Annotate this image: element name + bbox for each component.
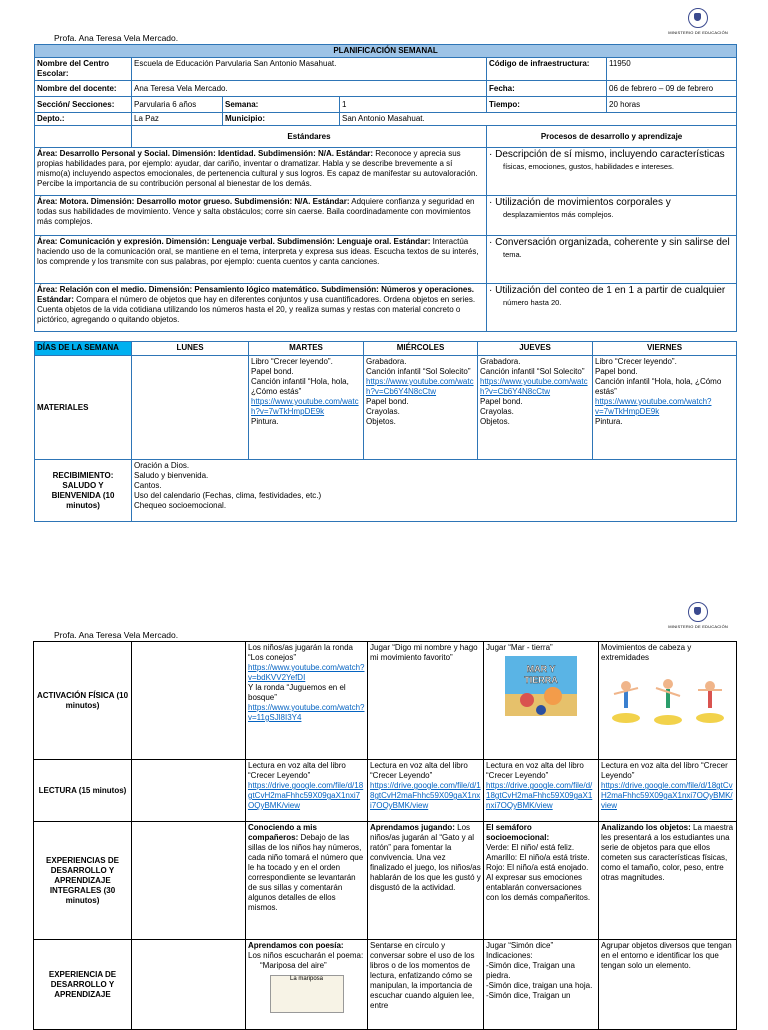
reception-content: Oración a Dios. Saludo y bienvenida. Cantos. Uso del calendario (Fechas, clima, festividades, etc.) Chequeo socioemocional. <box>132 460 737 522</box>
physical-lunes <box>132 642 246 760</box>
dept-label: Depto.: <box>35 113 132 126</box>
physical-miercoles: Jugar “Digo mi nombre y hago mi movimiento favorito” <box>368 642 484 760</box>
ministry-name: MINISTERIO DE EDUCACIÓN <box>668 624 728 629</box>
processes-header: Procesos de desarrollo y aprendizaje <box>487 126 737 148</box>
physical-label: ACTIVACIÓN FÍSICA (10 minutos) <box>34 642 132 760</box>
reading-miercoles: Lectura en voz alta del libro “Crecer Leyendo” https://drive.google.com/file/d/18gtCvH2maFhhc59X09gaX1nxi7OQyBMK/view <box>368 760 484 822</box>
book-link[interactable]: https://drive.google.com/file/d/18gtCvH2maFhhc59X09gaX1nxi7OQyBMK/view <box>486 781 593 810</box>
standard-cell: Área: Motora. Dimensión: Desarrollo motor grueso. Subdimensión: N/A. Estándar: Adquiere confianza y seguridad en todas sus habilidades de movimiento. Vence y salta obstáculos; corre sin caerse. Baila coordinadamente con movimientos más complejos. <box>35 196 487 236</box>
page-two <box>0 588 768 1024</box>
experiences-martes: Conociendo a mis compañeros: Debajo de las sillas de los niños hay números, cada niño tomará el número que le ha tocado y en el orden correspondiente se levantarán de sus sillas y comentarán algunos detalles de ellos mismos. <box>246 822 368 940</box>
days-label: DÍAS DE LA SEMANA <box>35 342 132 356</box>
day-viernes: VIERNES <box>593 342 737 356</box>
week-value: 1 <box>340 97 487 113</box>
book-link[interactable]: https://drive.google.com/file/d/18gtCvH2maFhhc59X09gaX1nxi7OQyBMK/view <box>248 781 364 810</box>
video-link[interactable]: https://www.youtube.com/watch?v=bdKVV2YefDI <box>248 663 365 682</box>
experiences2-lunes <box>132 940 246 1030</box>
school-label: Nombre del Centro Escolar: <box>35 58 132 81</box>
experiences-viernes: Analizando los objetos: La maestra les presentará a los estudiantes una serie de objetos para que ellos cometen sus características físicas, como el tamaño, color, peso, entre otras magnitudes. <box>599 822 737 940</box>
materials-jueves: Grabadora. Canción infantil “Sol Solecito” https://www.youtube.com/watch?v=Cb6Y4N8cCtw Papel bond. Crayolas. Objetos. <box>478 356 593 460</box>
day-martes: MARTES <box>249 342 364 356</box>
teacher-label: Nombre del docente: <box>35 81 132 97</box>
physical-jueves: Jugar “Mar - tierra” MAR Y TIERRA <box>484 642 599 760</box>
planning-title: PLANIFICACIÓN SEMANAL <box>35 45 737 58</box>
planning-table <box>34 44 737 332</box>
standard-cell: Área: Desarrollo Personal y Social. Dimensión: Identidad. Subdimensión: N/A. Estándar: Reconoce y aprecia sus propias habilidades para, por ejemplo: ayudar, dar cariño, inventar o dramatizar. Habla y se describe brevemente a sí mismo(a) incluyendo aspectos emocionales, de pertenencia cultural y sus logros. Es capaz de manifestar su autovaloración. Percibe la importancia de su contribución personal al bienestar de los demás. <box>35 148 487 196</box>
video-link[interactable]: https://www.youtube.com/watch?v=7wTkHmpDE9k <box>595 397 712 416</box>
school-value: Escuela de Educación Parvularia San Antonio Masahuat. <box>132 58 487 81</box>
reading-viernes: Lectura en voz alta del libro “Crecer Leyendo” https://drive.google.com/file/d/18gtCvH2maFhhc59X09gaX1nxi7OQyBMK/view <box>599 760 737 822</box>
materials-label: MATERIALES <box>35 356 132 460</box>
reception-label: RECIBIMIENTO: SALUDO Y BIENVENIDA (10 minutos) <box>35 460 132 522</box>
time-label: Tiempo: <box>487 97 607 113</box>
section-label: Sección/ Secciones: <box>35 97 132 113</box>
muni-value: San Antonio Masahuat. <box>340 113 737 126</box>
day-lunes: LUNES <box>132 342 249 356</box>
physical-viernes: Movimientos de cabeza y extremidades <box>599 642 737 760</box>
experiences2-viernes: Agrupar objetos diversos que tengan en el entorno e identificar los que tengan solo un elemento. <box>599 940 737 1030</box>
time-value: 20 horas <box>607 97 737 113</box>
ministry-logo-icon <box>688 602 708 622</box>
standard-cell: Área: Relación con el medio. Dimensión: Pensamiento lógico matemático. Subdimensión: Números y operaciones. Estándar: Compara el número de objetos que hay en diferentes conjuntos y usa cuantificadores. Ordena objetos en series. Cuenta objetos de la vida cotidiana utilizando los números hasta el 20, y realiza sumas y restas con material concreto o pictórico, agregando o quitando objetos. <box>35 284 487 332</box>
ministry-seal <box>668 8 728 35</box>
date-value: 06 de febrero – 09 de febrero <box>607 81 737 97</box>
materials-viernes: Libro “Crecer leyendo”. Papel bond. Canción infantil “Hola, hola, ¿Cómo estás” https://www.youtube.com/watch?v=7wTkHmpDE9k Pintura. <box>593 356 737 460</box>
svg-text:TIERRA: TIERRA <box>524 675 558 685</box>
reading-lunes <box>132 760 246 822</box>
materials-lunes <box>132 356 249 460</box>
experiences-lunes <box>132 822 246 940</box>
book-link[interactable]: https://drive.google.com/file/d/18gtCvH2maFhhc59X09gaX1nxi7OQyBMK/view <box>601 781 733 810</box>
process-cell: · Descripción de sí mismo, incluyendo características físicas, emociones, gustos, habilidades e intereses. <box>487 148 737 196</box>
experiences-label: EXPERIENCIAS DE DESARROLLO Y APRENDIZAJE INTEGRALES (30 minutos) <box>34 822 132 940</box>
process-cell: · Utilización del conteo de 1 en 1 a partir de cualquier número hasta 20. <box>487 284 737 332</box>
schedule-table <box>34 341 737 522</box>
day-jueves: JUEVES <box>478 342 593 356</box>
process-cell: · Conversación organizada, coherente y sin salirse del tema. <box>487 236 737 284</box>
materials-martes: Libro “Crecer leyendo”. Papel bond. Canción infantil “Hola, hola, ¿Cómo estás” https://www.youtube.com/watch?v=7wTkHmpDE9k Pintura. <box>249 356 364 460</box>
ministry-name: MINISTERIO DE EDUCACIÓN <box>668 30 728 35</box>
video-link[interactable]: https://www.youtube.com/watch?v=11gSJl8I3Y4 <box>248 703 365 722</box>
teacher-value: Ana Teresa Vela Mercado. <box>132 81 487 97</box>
teacher-line: Profa. Ana Teresa Vela Mercado. <box>54 630 179 640</box>
standard-cell: Área: Comunicación y expresión. Dimensión: Lenguaje verbal. Subdimensión: Lenguaje oral. Estándar: Interactúa haciendo uso de la comunicación oral, se mantiene en el tema, interpreta y expresa sus ideas. Escucha textos de su interés, los comprende y los transmite con sus palabras, por ejemplo: cuenta cuentos y canta canciones. <box>35 236 487 284</box>
reading-jueves: Lectura en voz alta del libro “Crecer Leyendo” https://drive.google.com/file/d/18gtCvH2maFhhc59X09gaX1nxi7OQyBMK/view <box>484 760 599 822</box>
body-movement-image <box>606 666 730 734</box>
section-value: Parvularia 6 años <box>132 97 223 113</box>
mar-tierra-image <box>505 656 577 716</box>
date-label: Fecha: <box>487 81 607 97</box>
ministry-seal <box>668 602 728 629</box>
experiences2-martes: Aprendamos con poesía: Los niños escucharán el poema: “Mariposa del aire” La mariposa <box>246 940 368 1030</box>
experiences-jueves: El semáforo socioemocional: Verde: El niño/ está feliz. Amarillo: El niño/a está triste. Rojo: El niño/a está enojado. Al expresar sus emociones entablarán conversaciones con los demás compañeritos. <box>484 822 599 940</box>
experiences-miercoles: Aprendamos jugando: Los niños/as jugarán al “Gato y al ratón” para fomentar la convivencia. Una vez finalizado el juego, los niños/as hablarán de los que les gustó y disgustó de la actividad. <box>368 822 484 940</box>
standards-header: Estándares <box>132 126 487 148</box>
video-link[interactable]: https://www.youtube.com/watch?v=Cb6Y4N8cCtw <box>480 377 588 396</box>
svg-text:MAR Y: MAR Y <box>526 664 556 674</box>
experiences2-label: EXPERIENCIA DE DESARROLLO Y APRENDIZAJE <box>34 940 132 1030</box>
infra-label: Código de infraestructura: <box>487 58 607 81</box>
physical-martes: Los niños/as jugarán la ronda “Los conejos” https://www.youtube.com/watch?v=bdKVV2YefDI Y la ronda “Juguemos en el bosque” https://www.youtube.com/watch?v=11gSJl8I3Y4 <box>246 642 368 760</box>
day-miercoles: MIÉRCOLES <box>364 342 478 356</box>
poem-image: La mariposa <box>270 975 344 1013</box>
teacher-line: Profa. Ana Teresa Vela Mercado. <box>54 33 179 43</box>
infra-value: 11950 <box>607 58 737 81</box>
activities-table <box>33 641 737 1030</box>
process-cell: · Utilización de movimientos corporales y desplazamientos más complejos. <box>487 196 737 236</box>
video-link[interactable]: https://www.youtube.com/watch?v=7wTkHmpDE9k <box>251 397 359 416</box>
video-link[interactable]: https://www.youtube.com/watch?v=Cb6Y4N8cCtw <box>366 377 474 396</box>
book-link[interactable]: https://drive.google.com/file/d/18gtCvH2maFhhc59X09gaX1nxi7OQyBMK/view <box>370 781 481 810</box>
reading-martes: Lectura en voz alta del libro “Crecer Leyendo” https://drive.google.com/file/d/18gtCvH2maFhhc59X09gaX1nxi7OQyBMK/view <box>246 760 368 822</box>
ministry-logo-icon <box>688 8 708 28</box>
materials-miercoles: Grabadora. Canción infantil “Sol Solecito” https://www.youtube.com/watch?v=Cb6Y4N8cCtw Papel bond. Crayolas. Objetos. <box>364 356 478 460</box>
experiences2-jueves: Jugar “Simón dice” Indicaciones: -Simón dice, Traigan una piedra. -Simón dice, traigan una hoja. -Simón dice, Traigan un <box>484 940 599 1030</box>
reading-label: LECTURA (15 minutos) <box>34 760 132 822</box>
week-label: Semana: <box>223 97 340 113</box>
experiences2-miercoles: Sentarse en círculo y conversar sobre el uso de los libros o de los momentos de lectura, enfatizando cómo se manipulan, la importancia de escuchar cuando alguien lee, entre <box>368 940 484 1030</box>
muni-label: Municipio: <box>223 113 340 126</box>
dept-value: La Paz <box>132 113 223 126</box>
